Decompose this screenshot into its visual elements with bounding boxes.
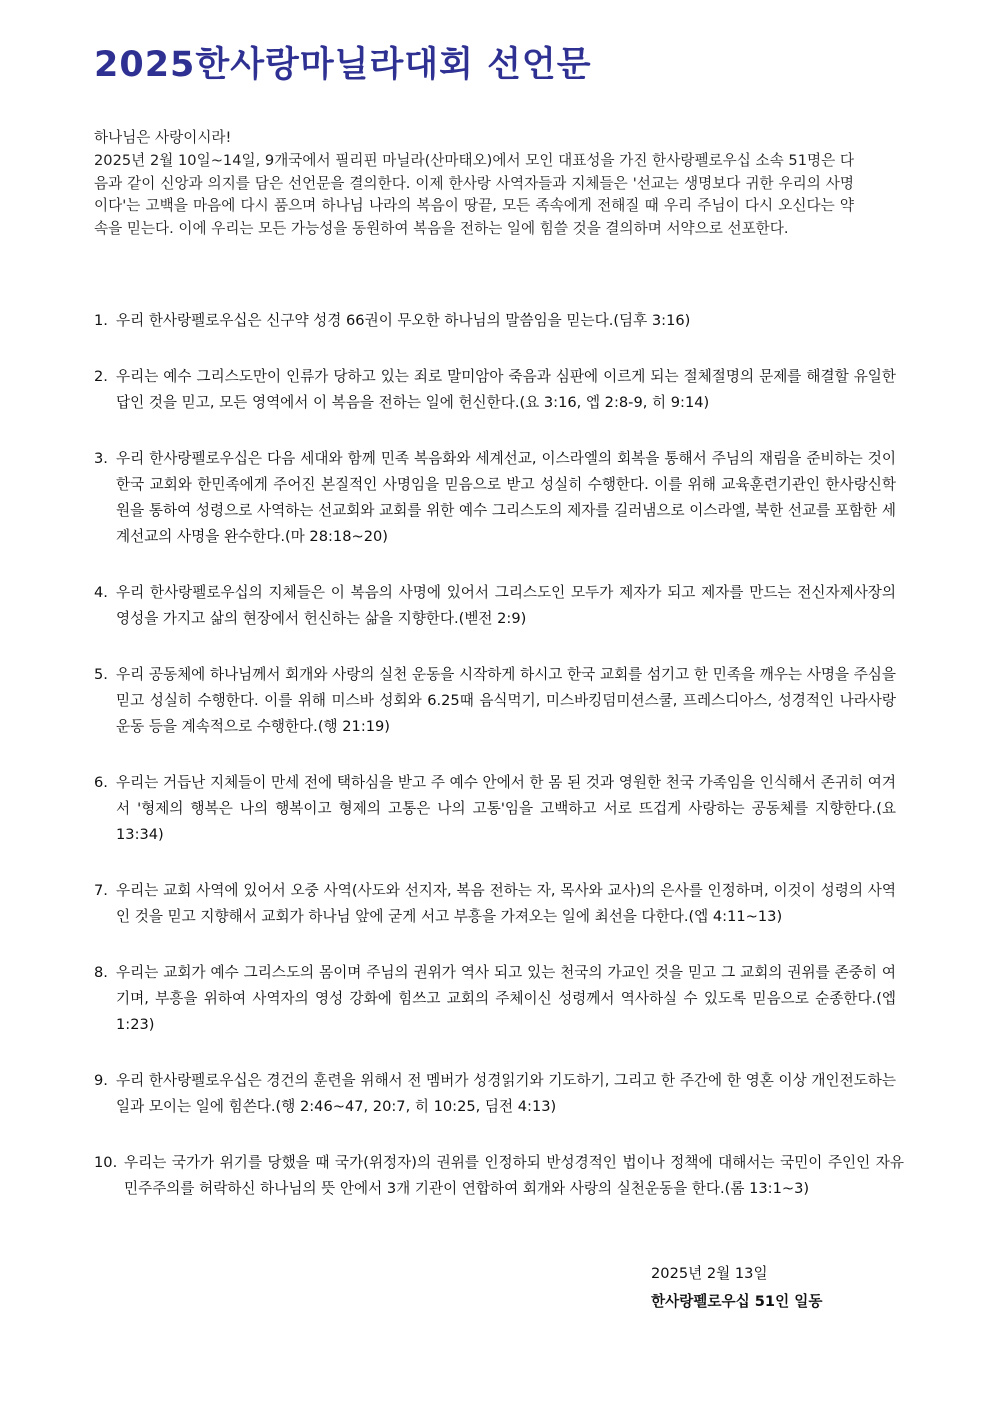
article-number: 1. (94, 312, 108, 329)
article-text: 우리 한사랑펠로우십은 신구약 성경 66권이 무오한 하나님의 말씀임을 믿는다.(딤후 3:16) (116, 312, 691, 329)
article-text: 우리는 거듭난 지체들이 만세 전에 택하심을 받고 주 예수 안에서 한 몸 된 것과 영원한 천국 가족임을 인식해서 존귀히 여겨서 '형제의 행복은 나의 행복이고 형제의 고통은 나의 고통'임을 고백하고 서로 뜨겁게 사랑하는 공동체를 지향한다.(요 13:34) (116, 774, 896, 843)
page-title: 2025한사랑마닐라대회 선언문 (94, 45, 592, 85)
article-text: 우리 한사랑펠로우십의 지체들은 이 복음의 사명에 있어서 그리스도인 모두가 제자가 되고 제자를 만드는 전신자제사장의 영성을 가지고 삶의 현장에서 헌신하는 삶을 지향한다.(벧전 2:9) (116, 584, 896, 627)
signature-date: 2025년 2월 13일 (651, 1265, 768, 1282)
article-6 (94, 770, 896, 848)
article-7 (94, 878, 896, 930)
article-number: 9. (94, 1072, 108, 1089)
article-text: 우리는 국가가 위기를 당했을 때 국가(위정자)의 권위를 인정하되 반성경적인 법이나 정책에 대해서는 국민이 주인인 자유 민주주의를 허락하신 하나님의 뜻 안에서 3개 기관이 연합하여 회개와 사랑의 실천운동을 한다.(롬 13:1~3) (124, 1154, 904, 1197)
article-10 (94, 1150, 904, 1202)
intro-greeting: 하나님은 사랑이시라! (94, 129, 232, 146)
article-text: 우리 공동체에 하나님께서 회개와 사랑의 실천 운동을 시작하게 하시고 한국 교회를 섬기고 한 민족을 깨우는 사명을 주심을 믿고 성실히 수행한다. 이를 위해 미스바 성회와 6.25때 음식먹기, 미스바킹덤미션스쿨, 프레스디아스, 성경적인 나라사랑 운동 등을 계속적으로 수행한다.(행 21:19) (116, 666, 896, 735)
article-4 (94, 580, 896, 632)
article-text: 우리는 교회 사역에 있어서 오중 사역(사도와 선지자, 복음 전하는 자, 목사와 교사)의 은사를 인정하며, 이것이 성령의 사역인 것을 믿고 지향해서 교회가 하나님 앞에 굳게 서고 부흥을 가져오는 일에 최선을 다한다.(엡 4:11~13) (116, 882, 896, 925)
article-number: 5. (94, 666, 108, 683)
article-number: 10. (94, 1154, 118, 1171)
article-number: 4. (94, 584, 108, 601)
article-text: 우리 한사랑펠로우십은 경건의 훈련을 위해서 전 멤버가 성경읽기와 기도하기, 그리고 한 주간에 한 영혼 이상 개인전도하는 일과 모이는 일에 힘쓴다.(행 2:46~47, 20:7, 히 10:25, 딤전 4:13) (116, 1072, 896, 1115)
article-text: 우리는 예수 그리스도만이 인류가 당하고 있는 죄로 말미암아 죽음과 심판에 이르게 되는 절체절명의 문제를 해결할 유일한 답인 것을 믿고, 모든 영역에서 이 복음을 전하는 일에 헌신한다.(요 3:16, 엡 2:8-9, 히 9:14) (116, 368, 896, 411)
article-number: 3. (94, 450, 108, 467)
article-1 (94, 308, 896, 334)
article-number: 7. (94, 882, 108, 899)
article-text: 우리 한사랑펠로우십은 다음 세대와 함께 민족 복음화와 세계선교, 이스라엘의 회복을 통해서 주님의 재림을 준비하는 것이 한국 교회와 한민족에게 주어진 본질적인 사명임을 믿음으로 받고 성실히 수행한다. 이를 위해 교육훈련기관인 한사랑신학원을 통하여 성령으로 사역하는 선교회와 교회를 위한 예수 그리스도의 제자를 길러냄으로 이스라엘, 북한 선교를 포함한 세계선교의 사명을 완수한다.(마 28:18~20) (116, 450, 896, 545)
signature-signers: 한사랑펠로우십 51인 일동 (651, 1293, 823, 1310)
intro-body: 2025년 2월 10일~14일, 9개국에서 필리핀 마닐라(산마태오)에서 모인 대표성을 가진 한사랑펠로우십 소속 51명은 다음과 같이 신앙과 의지를 담은 선언문을 결의한다. 이제 한사랑 사역자들과 지체들은 '선교는 생명보다 귀한 우리의 사명이다'는 고백을 마음에 다시 품으며 하나님 나라의 복음이 땅끝, 모든 족속에게 전해질 때 우리 주님이 다시 오신다는 약속을 믿는다. 이에 우리는 모든 가능성을 동원하여 복음을 전하는 일에 힘쓸 것을 결의하며 서약으로 선포한다. (94, 151, 854, 238)
article-5 (94, 662, 896, 740)
article-number: 8. (94, 964, 108, 981)
article-text: 우리는 교회가 예수 그리스도의 몸이며 주님의 권위가 역사 되고 있는 천국의 가교인 것을 믿고 그 교회의 권위를 존중히 여기며, 부흥을 위하여 사역자의 영성 강화에 힘쓰고 교회의 주체이신 성령께서 역사하실 수 있도록 믿음으로 순종한다.(엡 1:23) (116, 964, 896, 1033)
intro-section (94, 127, 854, 241)
article-number: 2. (94, 368, 108, 385)
signature-block (651, 1260, 822, 1316)
article-9 (94, 1068, 896, 1120)
article-2 (94, 364, 896, 416)
article-8 (94, 960, 896, 1038)
article-3 (94, 446, 896, 550)
article-number: 6. (94, 774, 108, 791)
